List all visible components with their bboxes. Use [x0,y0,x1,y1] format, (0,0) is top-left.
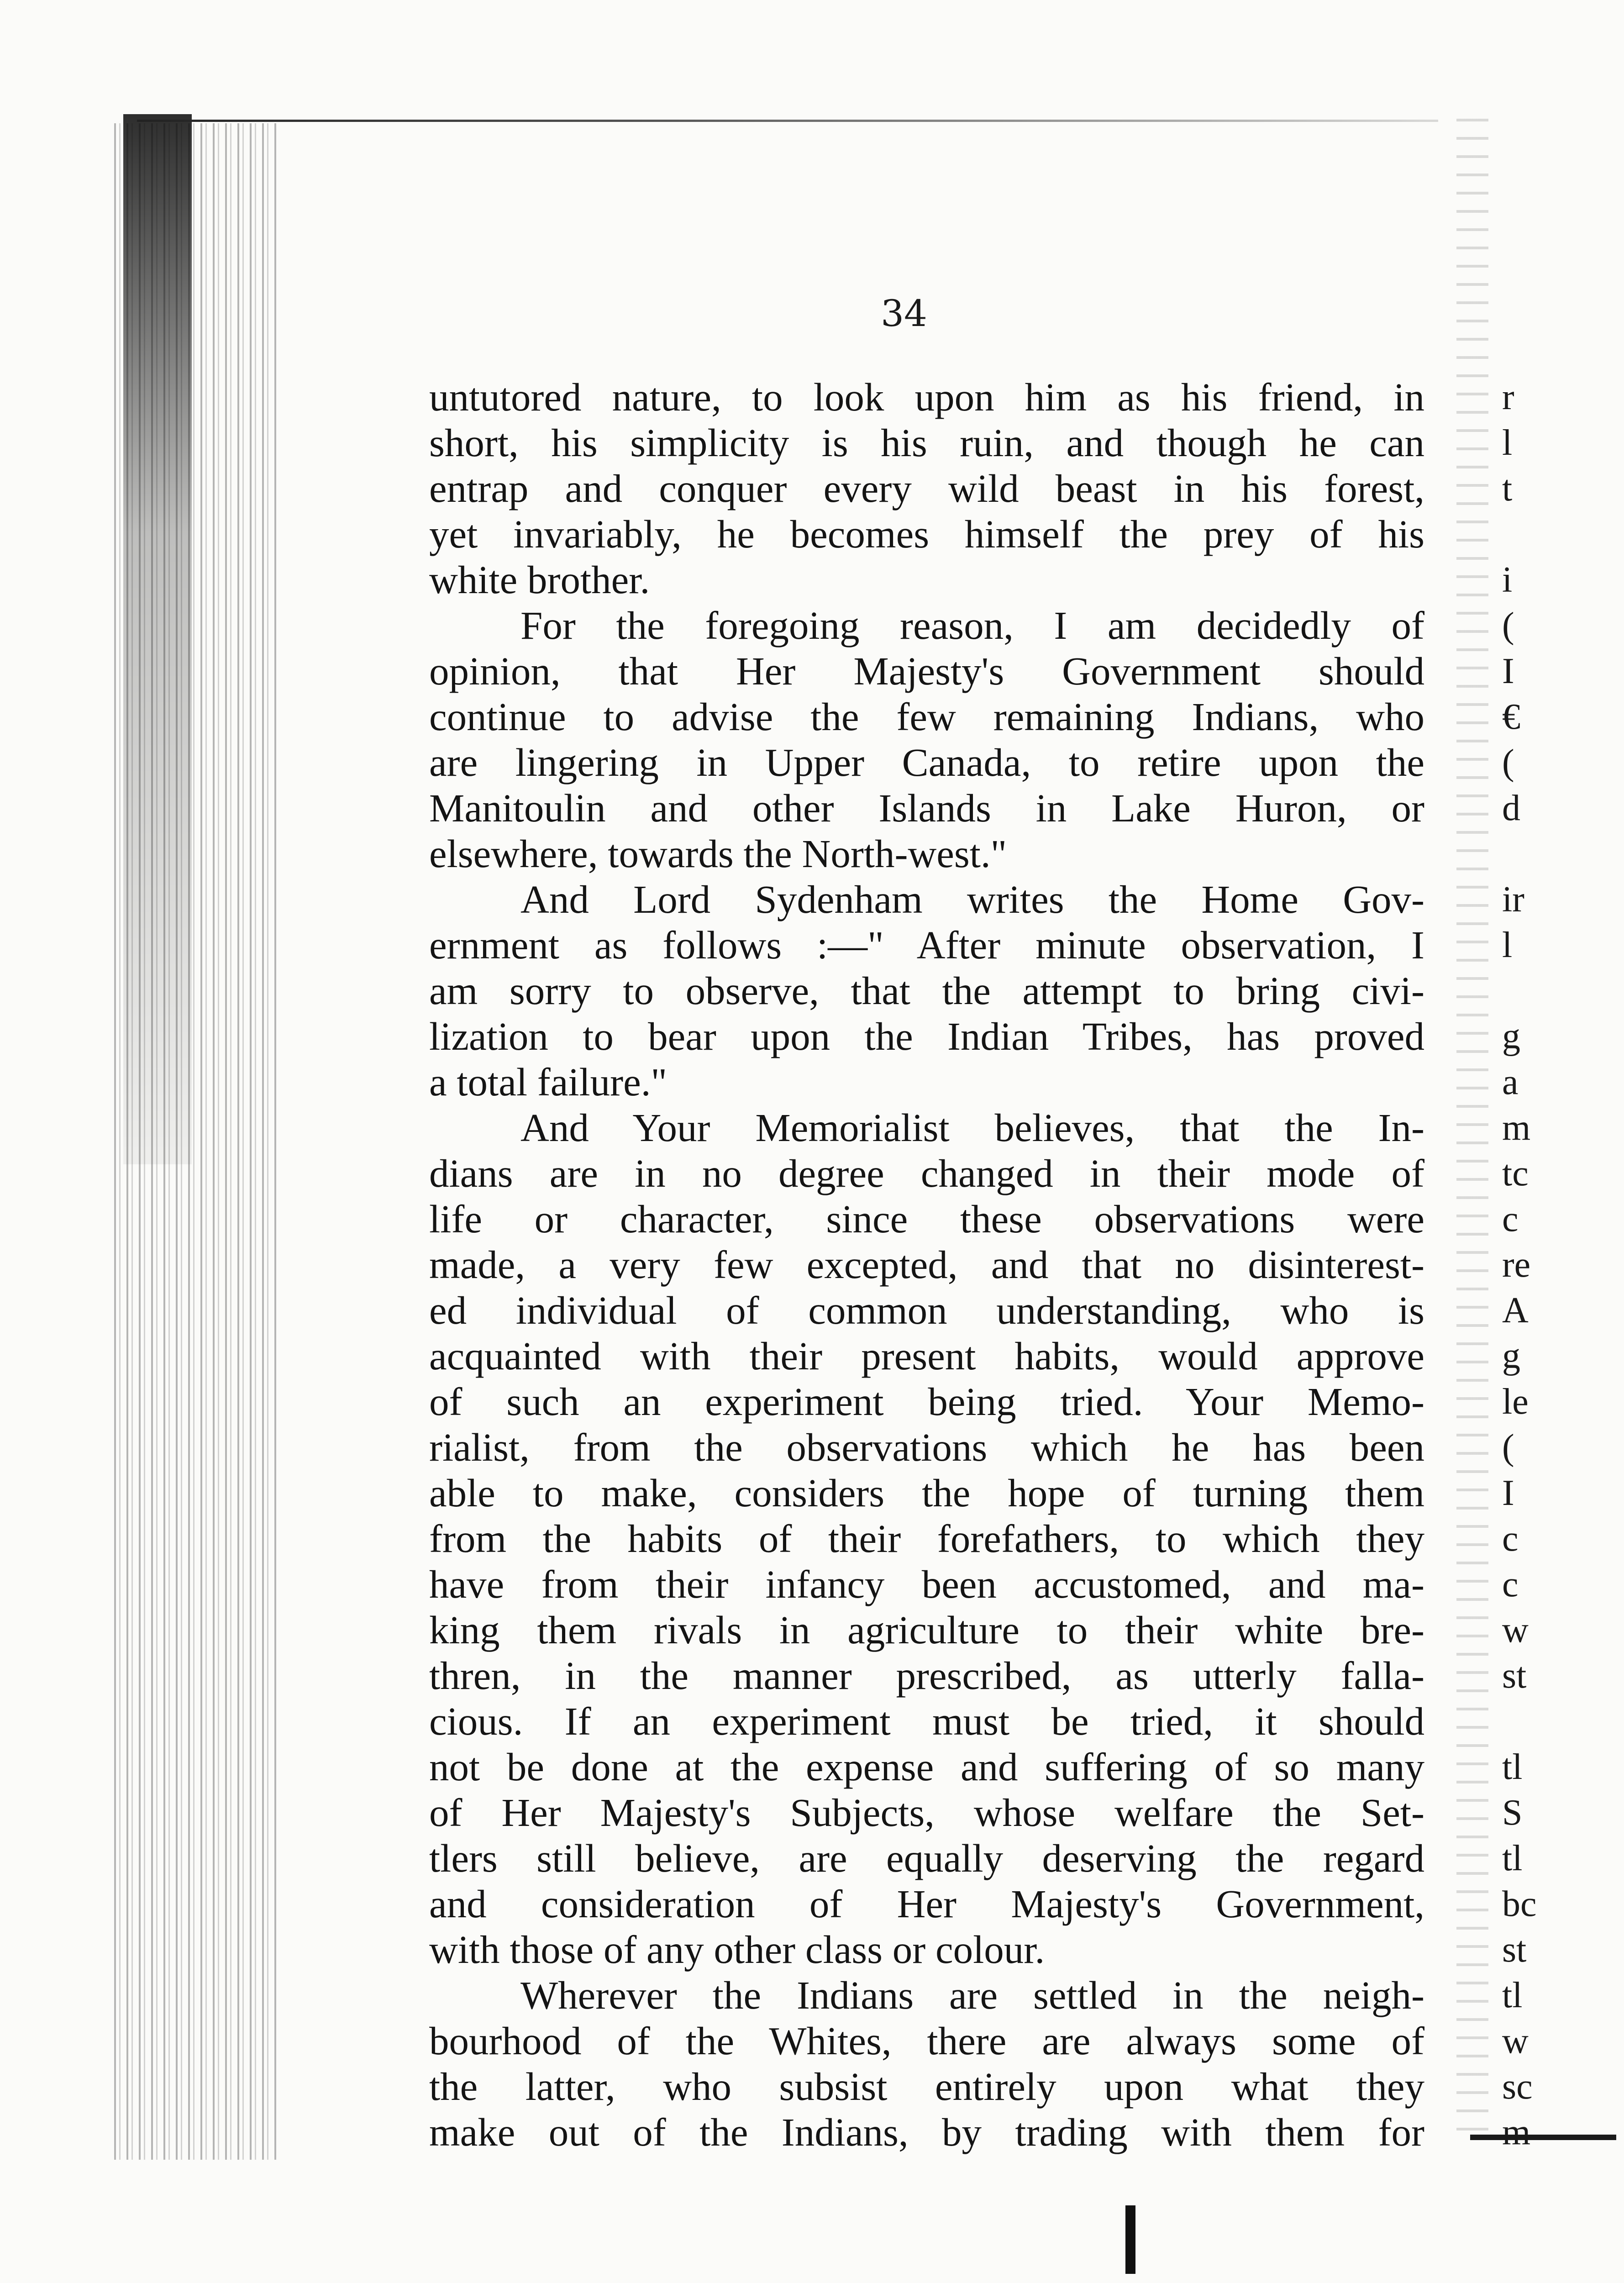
facing-fragment: l [1502,925,1513,965]
facing-fragment: a [1502,1062,1519,1102]
facing-fragment: st [1502,1656,1527,1696]
text-line: rialist, from the observations which he has been [429,1425,1424,1469]
text-line: cious. If an experiment must be tried, it should [429,1699,1424,1743]
facing-fragment: ( [1502,742,1514,783]
text-line: and consideration of Her Majesty's Government, [429,1882,1424,1926]
text-line: opinion, that Her Majesty's Government should [429,649,1424,693]
text-line: And Your Memorialist believes, that the In- [520,1105,1424,1150]
text-line: untutored nature, to look upon him as his friend, in [429,375,1424,419]
text-line: Manitoulin and other Islands in Lake Huron, or [429,786,1424,830]
facing-fragment: tc [1502,1153,1529,1194]
text-line: yet invariably, he becomes himself the prey of his [429,512,1424,556]
text-line: elsewhere, towards the North-west." [429,831,1007,876]
text-line: dians are in no degree changed in their mode of [429,1151,1424,1195]
facing-fragment: r [1502,377,1514,417]
text-line: bourhood of the Whites, there are always some of [429,2019,1424,2063]
text-line: of Her Majesty's Subjects, whose welfare the Set- [429,1790,1424,1835]
text-line: with those of any other class or colour. [429,1927,1045,1972]
facing-fragment [1502,511,1612,557]
text-line: the latter, who subsist entirely upon what they [429,2064,1424,2109]
facing-fragment: bc [1502,1884,1537,1924]
text-line: able to make, considers the hope of turning them [429,1471,1424,1515]
facing-fragment: c [1502,1199,1519,1239]
binding-shadow [123,114,192,1164]
facing-fragment: i [1502,560,1513,600]
facing-fragment: c [1502,1519,1519,1559]
facing-fragment: le [1502,1382,1529,1422]
facing-fragment: I [1502,651,1514,691]
text-line: not be done at the expense and suffering of so many [429,1745,1424,1789]
facing-fragment: tl [1502,1747,1523,1787]
paragraph [429,1973,1424,2155]
facing-fragment: S [1502,1793,1523,1833]
facing-fragment: g [1502,1016,1520,1057]
text-line: thren, in the manner prescribed, as utterly falla- [429,1653,1424,1698]
page-number: 34 [881,292,927,335]
text-line: entrap and conquer every wild beast in his forest, [429,466,1424,510]
facing-fragment [1502,831,1612,877]
text-line: make out of the Indians, by trading with them for [429,2110,1424,2154]
facing-fragment: l [1502,423,1513,463]
text-line: For the foregoing reason, I am decidedly of [520,603,1424,647]
text-line: life or character, since these observations were [429,1197,1424,1241]
text-line: a total failure." [429,1060,667,1104]
body-text [429,374,1424,2155]
text-line: have from their infancy been accustomed, and ma- [429,1562,1424,1606]
text-line: acquainted with their present habits, would approve [429,1334,1424,1378]
bottom-mark [1125,2205,1135,2274]
text-line: am sorry to observe, that the attempt to bring civi- [429,968,1424,1013]
text-line: ed individual of common understanding, who is [429,1288,1424,1332]
facing-fragment: tl [1502,1975,1523,2015]
text-line: made, a very few excepted, and that no disinterest- [429,1242,1424,1287]
paragraph [429,603,1424,877]
paragraph [429,877,1424,1105]
paragraph [429,1105,1424,1973]
text-line: lization to bear upon the Indian Tribes, has proved [429,1014,1424,1058]
text-line: continue to advise the few remaining Indians, who [429,694,1424,739]
facing-fragment: € [1502,697,1520,737]
facing-fragment: w [1502,2021,1529,2061]
facing-fragment: ir [1502,879,1524,920]
text-line: tlers still believe, are equally deserving the regard [429,1836,1424,1880]
facing-fragment: sc [1502,2067,1533,2107]
facing-fragment: d [1502,788,1520,828]
facing-fragment [1502,968,1612,1014]
top-edge-rule [137,120,1438,122]
facing-fragment: t [1502,468,1513,509]
facing-fragment: c [1502,1564,1519,1604]
text-line: king them rivals in agriculture to their white bre- [429,1608,1424,1652]
facing-fragment: w [1502,1610,1529,1650]
facing-fragment: A [1502,1290,1529,1331]
right-edge-shadow [1456,119,1488,2137]
paragraph [429,374,1424,603]
text-line: white brother. [429,558,650,602]
text-line: of such an experiment being tried. Your Memo- [429,1379,1424,1424]
text-line: ernment as follows :—" After minute observation, I [429,923,1424,967]
text-line: short, his simplicity is his ruin, and though he can [429,421,1424,465]
facing-fragment: re [1502,1245,1531,1285]
text-line: And Lord Sydenham writes the Home Gov- [520,877,1424,921]
text-line: from the habits of their forefathers, to which they [429,1516,1424,1561]
facing-fragment: st [1502,1930,1527,1970]
text-line: Wherever the Indians are settled in the neigh- [520,1973,1424,2017]
text-line: are lingering in Upper Canada, to retire upon the [429,740,1424,784]
facing-fragment: I [1502,1473,1514,1513]
facing-fragment [1502,1699,1612,1744]
facing-fragment: ( [1502,1427,1514,1468]
facing-fragment: g [1502,1336,1520,1376]
facing-page-fragments [1502,374,1612,2155]
facing-fragment: m [1502,1108,1531,1148]
facing-fragment: m [1502,2112,1531,2152]
facing-fragment: ( [1502,605,1514,646]
facing-fragment: tl [1502,1838,1523,1878]
